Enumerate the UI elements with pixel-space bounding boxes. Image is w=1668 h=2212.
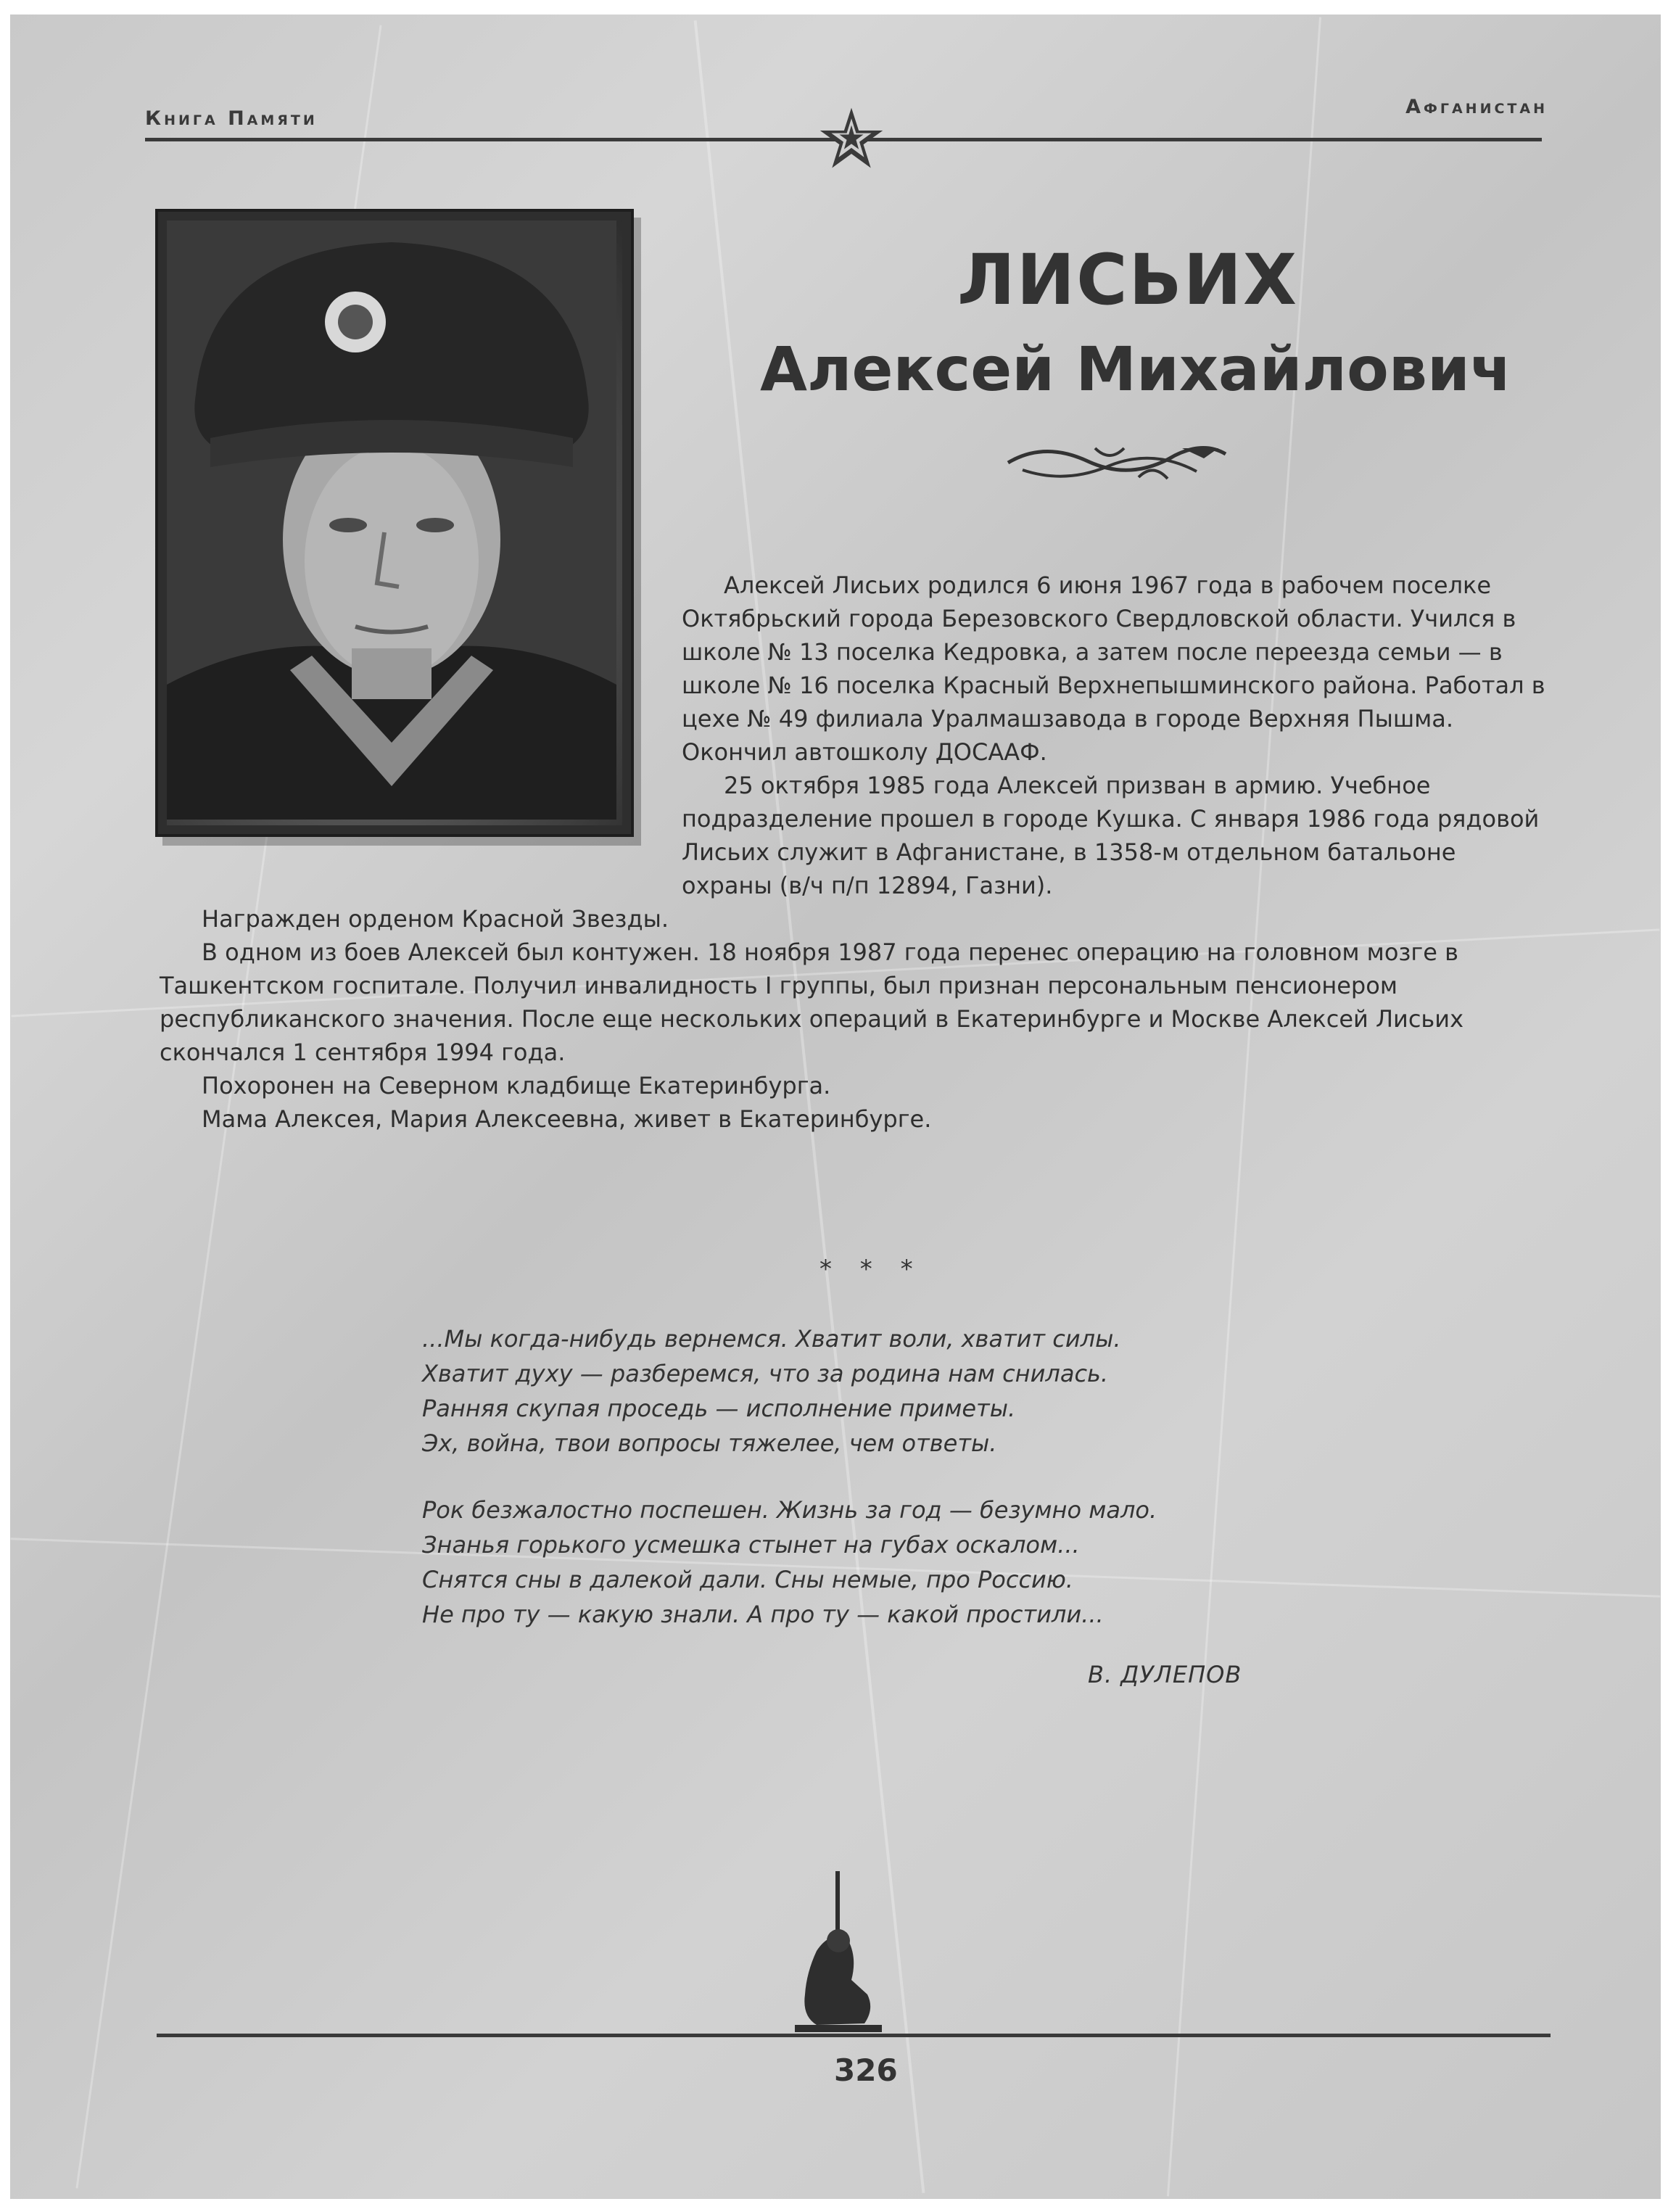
stanza-gap bbox=[422, 1461, 1365, 1493]
running-header-section: Афганистан bbox=[1405, 96, 1548, 118]
biography-paragraph: 25 октября 1985 года Алексей призван в армию. Учебное подразделение прошел в городе Кушка. С января 1986 года рядовой Лисьих служит в Афганистане, в 1358-м отдельном батальоне охраны (в/ч п/п 12894, Газни). bbox=[682, 772, 1540, 899]
section-separator: * * * bbox=[819, 1255, 923, 1284]
biography-paragraph: В одном из боев Алексей был контужен. 18 ноября 1987 года перенес операцию на головном мозге в Ташкентском госпитале. Получил инвалидность I группы, был признан персональным пенсионером республиканского значения. После еще нескольких операций в Екатеринбурге и Москве Алексей Лисьих скончался 1 сентября 1994 года. bbox=[160, 938, 1464, 1066]
poem bbox=[422, 1321, 1365, 1632]
poem-line: Не про ту — какую знали. А про ту — какой простили... bbox=[422, 1601, 1104, 1628]
poem-line: Ранняя скупая проседь — исполнение приметы. bbox=[422, 1395, 1016, 1422]
poem-line: Снятся сны в далекой дали. Сны немые, про Россию. bbox=[422, 1566, 1073, 1593]
poem-line: Знанья горького усмешка стынет на губах оскалом... bbox=[422, 1531, 1080, 1559]
biography-paragraph: Похоронен на Северном кладбище Екатеринбурга. bbox=[202, 1072, 831, 1099]
running-header-book-title: Книга Памяти bbox=[145, 107, 318, 130]
star-emblem-icon bbox=[818, 105, 885, 172]
biography-text bbox=[160, 569, 1552, 1136]
page-number: 326 bbox=[834, 2052, 898, 2088]
poem-line: Хватит духу — разберемся, что за родина нам снилась. bbox=[422, 1360, 1109, 1387]
decorative-flourish-icon bbox=[1001, 434, 1233, 492]
biography-paragraph: Алексей Лисьих родился 6 июня 1967 года в рабочем поселке Октябрьский города Березовского Свердловской области. Учился в школе № 13 поселка Кедровка, а затем после переезда семьи — в школе № 16 поселка Красный Верхнепышминского района. Работал в цехе № 49 филиала Уралмашзавода в городе Верхняя Пышма. Окончил автошколу ДОСААФ. bbox=[682, 571, 1545, 766]
poem-line: Эх, война, твои вопросы тяжелее, чем ответы. bbox=[422, 1429, 997, 1457]
photo-wrap-space bbox=[160, 569, 682, 895]
biography-paragraph: Награжден орденом Красной Звезды. bbox=[202, 905, 669, 933]
person-given-names: Алексей Михайлович bbox=[760, 334, 1512, 405]
biography-paragraph: Мама Алексея, Мария Алексеевна, живет в Екатеринбурге. bbox=[202, 1105, 932, 1133]
poem-author: В. ДУЛЕПОВ bbox=[1088, 1661, 1242, 1688]
footer-rule bbox=[157, 2034, 1551, 2037]
person-surname: ЛИСЬИХ bbox=[957, 239, 1299, 321]
poem-line: ...Мы когда-нибудь вернемся. Хватит воли, хватит силы. bbox=[422, 1325, 1121, 1353]
kneeling-soldier-figure-icon bbox=[788, 1871, 889, 2038]
poem-line: Рок безжалостно поспешен. Жизнь за год — безумно мало. bbox=[422, 1496, 1157, 1524]
